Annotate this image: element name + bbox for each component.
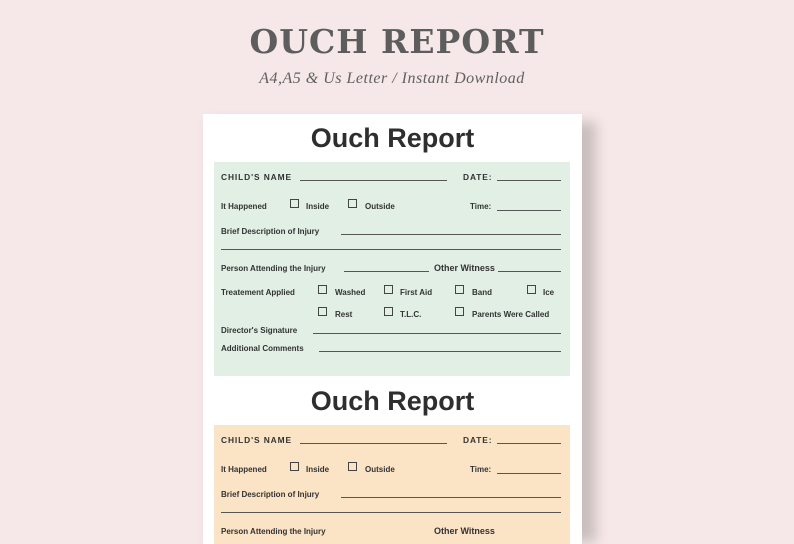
outside-checkbox[interactable] [348, 462, 357, 471]
page-title: OUCH REPORT [249, 22, 545, 61]
treatment-applied-label: Treatement Applied [221, 288, 295, 297]
additional-comments-field[interactable] [319, 351, 561, 352]
date-label: DATE: [463, 435, 493, 445]
description-field[interactable] [341, 497, 561, 498]
rest-label: Rest [335, 310, 353, 319]
inside-label: Inside [306, 465, 330, 474]
parents-called-checkbox[interactable] [455, 307, 464, 316]
other-witness-label: Other Witness [434, 526, 495, 536]
time-label: Time: [470, 202, 492, 211]
tlc-label: T.L.C. [400, 310, 422, 319]
outside-checkbox[interactable] [348, 199, 357, 208]
outside-label: Outside [365, 202, 395, 211]
childs-name-label: CHILD'S NAME [221, 435, 292, 445]
parents-called-label: Parents Were Called [472, 310, 550, 319]
time-field[interactable] [497, 473, 561, 474]
childs-name-label: CHILD'S NAME [221, 172, 292, 182]
form-sheet [203, 114, 582, 544]
brief-description-label: Brief Description of Injury [221, 227, 320, 236]
brief-description-label: Brief Description of Injury [221, 490, 320, 499]
time-field[interactable] [497, 210, 561, 211]
inside-checkbox[interactable] [290, 462, 299, 471]
form-panel-green [214, 162, 570, 376]
inside-label: Inside [306, 202, 330, 211]
childs-name-field[interactable] [300, 180, 447, 181]
washed-label: Washed [335, 288, 366, 297]
description-field-line-2[interactable] [221, 249, 561, 250]
date-field[interactable] [497, 180, 561, 181]
form-title: Ouch Report [310, 386, 475, 416]
other-witness-field[interactable] [498, 271, 561, 272]
childs-name-field[interactable] [300, 443, 447, 444]
form-panel-orange [214, 425, 570, 544]
directors-signature-label: Director's Signature [221, 326, 298, 335]
directors-signature-field[interactable] [313, 333, 561, 334]
page-subtitle: A4,A5 & Us Letter / Instant Download [259, 70, 525, 87]
washed-checkbox[interactable] [318, 285, 327, 294]
date-label: DATE: [463, 172, 493, 182]
inside-checkbox[interactable] [290, 199, 299, 208]
tlc-checkbox[interactable] [384, 307, 393, 316]
first-aid-checkbox[interactable] [384, 285, 393, 294]
first-aid-label: First Aid [400, 288, 433, 297]
person-attending-label: Person Attending the Injury [221, 527, 326, 536]
form-title: Ouch Report [310, 123, 475, 153]
rest-checkbox[interactable] [318, 307, 327, 316]
person-attending-label: Person Attending the Injury [221, 264, 326, 273]
band-label: Band [472, 288, 492, 297]
outside-label: Outside [365, 465, 395, 474]
date-field[interactable] [497, 443, 561, 444]
additional-comments-label: Additional Comments [221, 344, 304, 353]
ice-label: Ice [543, 288, 555, 297]
description-field[interactable] [341, 234, 561, 235]
other-witness-label: Other Witness [434, 263, 495, 273]
ice-checkbox[interactable] [527, 285, 536, 294]
time-label: Time: [470, 465, 492, 474]
description-field-line-2[interactable] [221, 512, 561, 513]
it-happened-label: It Happened [221, 202, 267, 211]
band-checkbox[interactable] [455, 285, 464, 294]
it-happened-label: It Happened [221, 465, 267, 474]
person-attending-field[interactable] [344, 271, 429, 272]
